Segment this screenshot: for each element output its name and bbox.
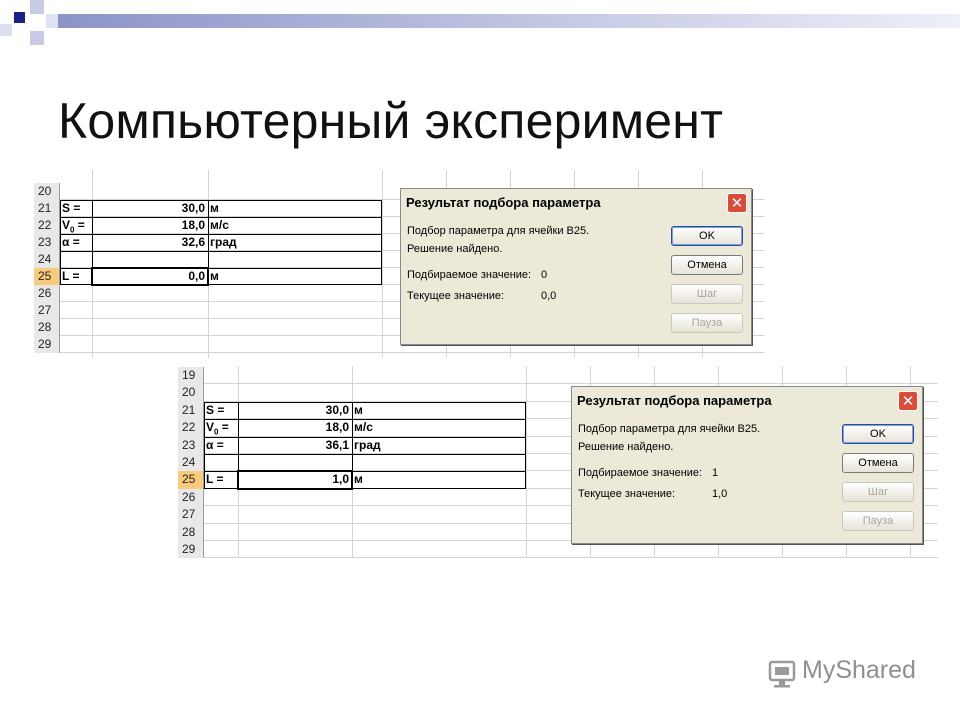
cell-value[interactable]: 30,0 (325, 402, 349, 417)
cancel-button[interactable]: Отмена (842, 453, 914, 473)
row-header[interactable]: 23 (34, 234, 60, 251)
row-header[interactable]: 22 (34, 217, 60, 234)
table-border (204, 454, 526, 455)
cell-value[interactable] (238, 367, 352, 384)
cell-label[interactable] (204, 506, 206, 523)
decor-top-bar (58, 14, 960, 28)
cell-value[interactable] (92, 319, 208, 336)
goal-seek-result-dialog-1 (400, 188, 752, 345)
cell-unit[interactable]: м/с (210, 218, 229, 232)
cell-label[interactable] (204, 367, 206, 384)
row-header[interactable]: 26 (178, 489, 204, 506)
selected-cell[interactable] (237, 470, 353, 489)
row-header[interactable]: 22 (178, 419, 204, 436)
table-border (60, 217, 382, 218)
cell-label[interactable] (204, 384, 206, 401)
cell-label[interactable] (204, 541, 206, 558)
cell-label[interactable] (60, 302, 62, 319)
row-header[interactable]: 28 (178, 524, 204, 541)
cell-unit[interactable]: м (210, 201, 219, 215)
cell-unit[interactable]: град (210, 235, 237, 249)
current-value-label: Текущее значение: (578, 488, 676, 500)
cell-unit[interactable]: м (354, 472, 363, 487)
cell-value[interactable]: 18,0 (181, 218, 205, 232)
step-button[interactable]: Шаг (671, 284, 743, 304)
slide-title: Компьютерный эксперимент (58, 93, 724, 149)
row-header[interactable]: 20 (178, 384, 204, 401)
dialog-title: Результат подбора параметра (577, 393, 772, 408)
row-header[interactable]: 19 (178, 367, 204, 384)
cell-value[interactable]: 30,0 (181, 201, 205, 215)
cell-label[interactable]: S = (62, 201, 81, 215)
current-value: 0,0 (541, 290, 557, 302)
gridline (526, 366, 527, 558)
myshared-logo-icon (768, 658, 796, 688)
table-border (60, 251, 382, 252)
row-header[interactable]: 21 (178, 402, 204, 419)
target-value-label: Подбираемое значение: (578, 467, 703, 479)
pause-button[interactable]: Пауза (671, 313, 743, 333)
cell-value[interactable] (92, 302, 208, 319)
cell-value[interactable] (92, 336, 208, 353)
cell-value[interactable] (238, 524, 352, 541)
table-border (60, 234, 382, 235)
cell-label[interactable] (204, 489, 206, 506)
row-header[interactable]: 27 (178, 506, 204, 523)
row-header[interactable]: 26 (34, 285, 60, 302)
row-header[interactable]: 20 (34, 183, 60, 200)
table-border (204, 419, 526, 420)
cell-label[interactable]: $V_0$ = (206, 420, 229, 437)
close-icon[interactable]: ✕ (727, 193, 747, 213)
cell-label[interactable]: S = (206, 402, 225, 417)
decor-square (30, 0, 44, 14)
cell-label[interactable] (60, 183, 62, 200)
dialog-message: Подбор параметра для ячейки B25. (578, 423, 761, 435)
cell-value[interactable] (238, 384, 352, 401)
goal-seek-result-dialog-2 (571, 386, 923, 544)
target-value: 0 (541, 269, 548, 281)
row-header[interactable]: 27 (34, 302, 60, 319)
cell-label[interactable]: α = (62, 235, 80, 249)
cell-value[interactable]: 0,0 (188, 269, 205, 283)
row-header[interactable]: 25 (178, 471, 204, 488)
row-header[interactable]: 21 (34, 200, 60, 217)
decor-square (0, 24, 12, 36)
current-value-label: Текущее значение: (407, 290, 505, 302)
cancel-button[interactable]: Отмена (671, 255, 743, 275)
cell-unit[interactable]: м (210, 269, 219, 283)
row-header[interactable]: 24 (178, 454, 204, 471)
cell-label[interactable]: L = (62, 269, 80, 283)
cell-unit[interactable]: м/с (354, 420, 373, 435)
row-header[interactable]: 28 (34, 319, 60, 336)
cell-unit[interactable]: град (354, 437, 381, 452)
decor-square (14, 12, 25, 23)
target-value-label: Подбираемое значение: (407, 269, 532, 281)
decor-square (46, 14, 58, 28)
cell-value[interactable]: 32,6 (181, 235, 205, 249)
dialog-message: Подбор параметра для ячейки B25. (407, 225, 590, 237)
cell-value[interactable]: 1,0 (332, 472, 349, 487)
cell-label[interactable] (60, 285, 62, 302)
cell-unit[interactable]: м (354, 402, 363, 417)
cell-label[interactable] (60, 319, 62, 336)
cell-label[interactable]: $V_0$ = (62, 218, 85, 235)
target-value: 1 (712, 467, 719, 479)
cell-value[interactable] (238, 489, 352, 506)
row-header[interactable]: 23 (178, 437, 204, 454)
cell-label[interactable]: α = (206, 437, 224, 452)
current-value: 1,0 (712, 488, 728, 500)
close-icon[interactable]: ✕ (898, 391, 918, 411)
dialog-status: Решение найдено. (407, 243, 503, 255)
watermark-text: MyShared (802, 656, 916, 684)
row-header[interactable]: 25 (34, 268, 60, 285)
row-header[interactable]: 24 (34, 251, 60, 268)
cell-value[interactable] (238, 506, 352, 523)
row-header[interactable]: 29 (178, 541, 204, 558)
cell-value[interactable] (238, 541, 352, 558)
cell-value[interactable] (92, 285, 208, 302)
decor-square (30, 31, 44, 45)
cell-value[interactable]: 18,0 (325, 420, 349, 435)
selected-cell[interactable] (91, 267, 209, 286)
cell-value[interactable] (92, 183, 208, 200)
gridline (382, 170, 383, 358)
dialog-status: Решение найдено. (578, 441, 674, 453)
ok-button[interactable]: OK (671, 226, 743, 246)
dialog-title: Результат подбора параметра (406, 195, 601, 210)
cell-value[interactable]: 36,1 (325, 437, 349, 452)
table-border (204, 437, 526, 438)
sheet-row (178, 367, 938, 384)
cell-label[interactable] (60, 336, 62, 353)
cell-label[interactable]: L = (206, 472, 224, 487)
ok-button[interactable]: OK (842, 424, 914, 444)
pause-button[interactable]: Пауза (842, 511, 914, 531)
cell-label[interactable] (204, 524, 206, 541)
row-header[interactable]: 29 (34, 336, 60, 353)
step-button[interactable]: Шаг (842, 482, 914, 502)
